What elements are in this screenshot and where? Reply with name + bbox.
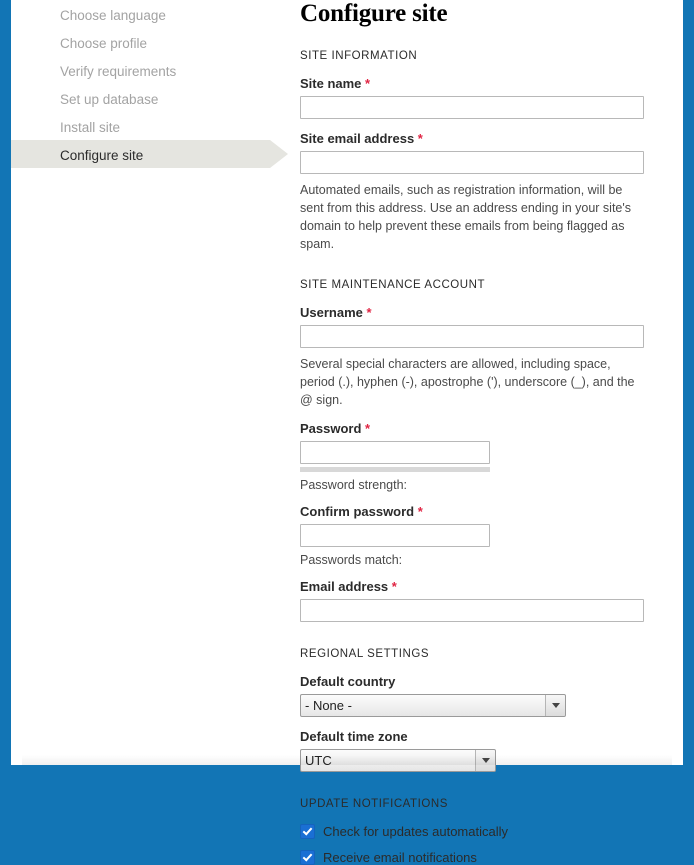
required-marker: * — [417, 131, 423, 146]
password-strength-bar — [300, 467, 490, 472]
password-label — [300, 421, 644, 436]
field-default-country — [300, 674, 644, 717]
password-label-text: Password — [300, 421, 362, 436]
confirm-password-label-text: Confirm password — [300, 504, 415, 519]
field-default-time-zone — [300, 729, 644, 772]
site-email-label — [300, 131, 644, 146]
main-content — [270, 0, 684, 865]
sidebar-item-configure-site[interactable] — [11, 140, 270, 168]
task-label: Verify requirements — [60, 64, 177, 79]
section-site-information — [300, 50, 644, 253]
sidebar-item-verify-requirements[interactable] — [11, 56, 270, 84]
required-marker: * — [365, 76, 371, 91]
site-email-label-text: Site email address — [300, 131, 415, 146]
default-time-zone-label: Default time zone — [300, 729, 408, 744]
required-marker: * — [365, 421, 371, 436]
site-email-input[interactable] — [300, 151, 644, 174]
receive-email-label: Receive email notifications — [323, 850, 477, 865]
sidebar-item-install-site[interactable] — [11, 112, 270, 140]
username-label-text: Username — [300, 305, 363, 320]
page-layout — [11, 0, 683, 865]
email-address-label-text: Email address — [300, 579, 389, 594]
field-username — [300, 305, 644, 409]
required-marker: * — [391, 579, 397, 594]
section-update-notifications — [300, 798, 644, 865]
email-address-input[interactable] — [300, 599, 644, 622]
row-check-updates-automatically[interactable] — [300, 824, 644, 839]
field-site-email — [300, 131, 644, 253]
section-site-maintenance-account — [300, 279, 644, 622]
checkbox-checked-icon[interactable] — [300, 850, 315, 865]
checkbox-checked-icon[interactable] — [300, 824, 315, 839]
required-marker: * — [366, 305, 372, 320]
confirm-password-input[interactable] — [300, 524, 490, 547]
username-description: Several special characters are allowed, including space, period (.), hyphen (-), apostrophe ('), underscore (_), and the @ sign. — [300, 357, 635, 407]
required-marker: * — [417, 504, 423, 519]
field-site-name — [300, 76, 644, 119]
site-email-description: Automated emails, such as registration information, will be sent from this address. Use an address ending in your site's domain to help prevent these emails from being flagged as spam. — [300, 183, 632, 251]
passwords-match-label: Passwords match: — [300, 553, 403, 567]
section-heading-site-information: SITE INFORMATION — [300, 50, 418, 62]
username-label — [300, 305, 644, 320]
sidebar-item-set-up-database[interactable] — [11, 84, 270, 112]
task-list — [11, 0, 270, 168]
section-heading-update-notifications: UPDATE NOTIFICATIONS — [300, 798, 448, 810]
row-receive-email-notifications[interactable] — [300, 850, 644, 865]
check-updates-label: Check for updates automatically — [323, 824, 508, 839]
field-confirm-password — [300, 504, 644, 567]
site-name-label — [300, 76, 644, 91]
field-password — [300, 421, 644, 492]
email-address-label — [300, 579, 644, 594]
task-label: Choose language — [60, 8, 166, 23]
task-label: Set up database — [60, 92, 159, 107]
page-title: Configure site — [300, 0, 448, 27]
install-task-sidebar — [11, 0, 270, 765]
username-input[interactable] — [300, 325, 644, 348]
default-country-select[interactable] — [300, 694, 566, 717]
confirm-password-label — [300, 504, 644, 519]
task-label: Configure site — [60, 148, 144, 163]
section-regional-settings — [300, 648, 644, 772]
field-email-address — [300, 579, 644, 622]
task-label: Install site — [60, 120, 121, 135]
site-name-label-text: Site name — [300, 76, 362, 91]
password-input[interactable] — [300, 441, 490, 464]
default-country-label: Default country — [300, 674, 396, 689]
password-strength-label: Password strength: — [300, 478, 407, 492]
sidebar-item-choose-language[interactable] — [11, 0, 270, 28]
default-country-select-wrap — [300, 694, 566, 717]
task-label: Choose profile — [60, 36, 148, 51]
bottom-shadow — [22, 755, 672, 765]
sidebar-item-choose-profile[interactable] — [11, 28, 270, 56]
site-name-input[interactable] — [300, 96, 644, 119]
section-heading-site-maintenance-account: SITE MAINTENANCE ACCOUNT — [300, 279, 486, 291]
section-heading-regional-settings: REGIONAL SETTINGS — [300, 648, 430, 660]
